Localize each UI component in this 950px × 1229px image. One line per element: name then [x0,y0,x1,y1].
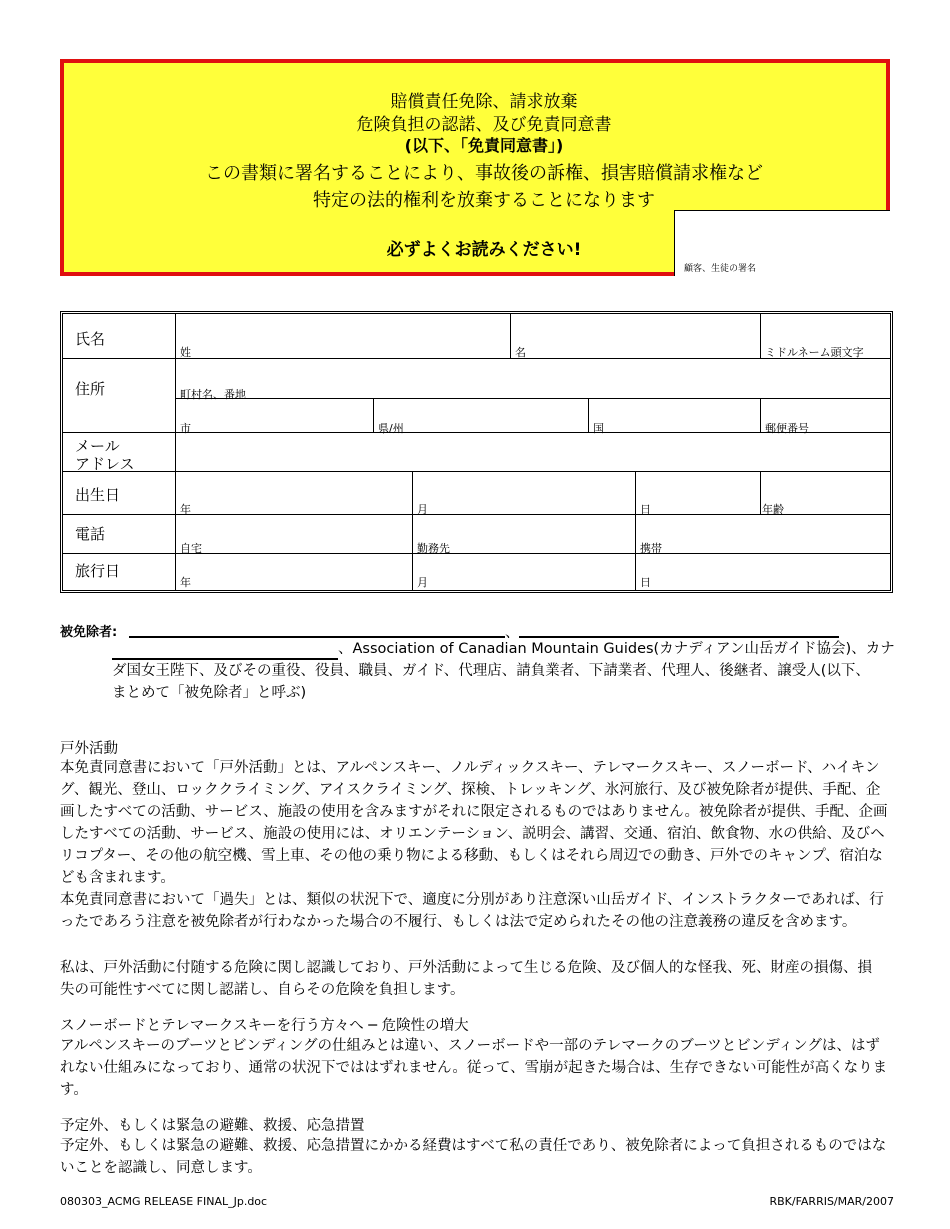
outdoor-line: 画したすべての活動、サービス、施設の使用を含みますがそれに限定されるものではありません。被免除者が提供、手配、企画 [60,804,888,820]
outdoor-line: したすべての活動、サービス、施設の使用には、オリエンテーション、説明会、講習、交通、宿泊、飲食物、水の供給、及びヘ [60,826,885,842]
risk-line: 失の可能性すべてに関し認諾し、自らその危険を負担します。 [60,982,465,998]
releasees-line2: ダ国女王陛下、及びその重役、役員、職員、ガイド、代理店、請負業者、下請業者、代理人、後継者、譲受人(以下、 [112,663,870,679]
footer-reference: RBK/FARRIS/MAR/2007 [769,1195,894,1208]
risk-line: 私は、戸外活動に付随する危険に関し認識しており、戸外活動によって生じる危険、及び個人的な怪我、死、財産の損傷、損 [60,960,872,976]
evacuation-line: いことを認識し、同意します。 [60,1160,262,1176]
birth-day-field[interactable]: 日 [640,503,651,516]
evacuation-heading: 予定外、もしくは緊急の避難、救援、応急措置 [60,1118,365,1134]
email-field[interactable] [176,433,890,471]
personal-info-form [60,311,893,593]
warning-banner [60,59,890,276]
banner-warning-2: 特定の法的権利を放棄することになります [313,190,655,211]
name-label: 氏名 [75,330,106,348]
releasee-separator: 、 [505,625,520,641]
last-name-field[interactable]: 姓 [180,346,191,359]
age-field[interactable]: 年齢 [762,503,784,516]
birth-year-field[interactable]: 年 [180,503,191,516]
street-field[interactable]: 町村名、番地 [180,388,246,401]
email-label-line2: アドレス [75,455,135,473]
address-label: 住所 [75,380,106,398]
work-phone-field[interactable]: 勤務先 [417,542,450,555]
banner-title-3: (以下、「免責同意書」) [404,136,564,155]
middle-initial-field[interactable]: ミドルネーム頭文字 [765,346,864,359]
city-field[interactable]: 市 [180,422,191,435]
snowboard-line: アルペンスキーのブーツとビンディングの仕組みとは違い、スノーボードや一部のテレマークのブーツとビンディングは、はず [60,1038,880,1054]
banner-read-carefully: 必ずよくお読みください! [386,240,582,260]
first-name-field[interactable]: 名 [515,346,526,359]
state-field[interactable]: 県/州 [378,422,404,435]
evacuation-line: 予定外、もしくは緊急の避難、救援、応急措置にかかる経費はすべて私の責任であり、被免除者によって負担されるものではな [60,1138,887,1154]
outdoor-line: リコプター、その他の航空機、雪上車、その他の乗り物による移動、もしくはそれら周辺での動き、戸外でのキャンプ、宿泊な [60,848,883,864]
snowboard-line: れない仕組みになっており、通常の状況下でははずれません。従って、雪崩が起きた場合は、生存できない可能性が高くなりま [60,1060,888,1076]
country-field[interactable]: 国 [593,422,604,435]
travel-month-field[interactable]: 月 [417,576,428,589]
snowboard-line: す。 [60,1082,88,1098]
outdoor-line: グ、観光、登山、ロッククライミング、アイスクライミング、探検、トレッキング、氷河旅行、及び被免除者が提供、手配、企 [60,782,881,798]
birth-label: 出生日 [75,486,121,504]
banner-warning-1: この書類に署名することにより、事故後の訴権、損害賠償請求権など [205,163,763,184]
negligence-line: 本免責同意書において「過失」とは、類似の状況下で、適度に分別があり注意深い山岳ガイド、インストラクターであれば、行 [60,892,884,908]
footer-filename: 080303_ACMG RELEASE FINAL_Jp.doc [60,1195,268,1208]
travel-year-field[interactable]: 年 [180,576,191,589]
outdoor-line: ども含まれます。 [60,870,175,886]
postal-code-field[interactable]: 郵便番号 [765,422,809,435]
negligence-line: ったであろう注意を被免除者が行わなかった場合の不履行、もしくは法で定められたその他の注意義務の違反を含めます。 [60,914,857,930]
outdoor-heading: 戸外活動 [60,741,118,757]
email-label-line1: メール [75,437,120,455]
releasees-line1: 、Association of Canadian Mountain Guides(カナディアン山岳ガイド協会)、カナ [338,641,895,657]
travel-date-label: 旅行日 [75,562,121,580]
releasees-line3: まとめて「被免除者」と呼ぶ) [112,685,307,701]
outdoor-line: 本免責同意書において「戸外活動」とは、アルペンスキー、ノルディックスキー、テレマークスキー、スノーボード、ハイキン [60,760,880,776]
mobile-phone-field[interactable]: 携帯 [640,542,662,555]
travel-day-field[interactable]: 日 [640,576,651,589]
birth-month-field[interactable]: 月 [417,503,428,516]
phone-label: 電話 [75,525,106,543]
signature-box[interactable] [674,210,890,276]
home-phone-field[interactable]: 自宅 [180,542,202,555]
snowboard-heading: スノーボードとテレマークスキーを行う方々へ ─ 危険性の増大 [60,1018,469,1034]
signature-label: 顧客、生徒の署名 [684,264,757,274]
banner-title-1: 賠償責任免除、請求放棄 [390,92,578,112]
banner-title-2: 危険負担の認諾、及び免責同意書 [356,115,612,135]
releasees-label: 被免除者: [60,625,118,640]
